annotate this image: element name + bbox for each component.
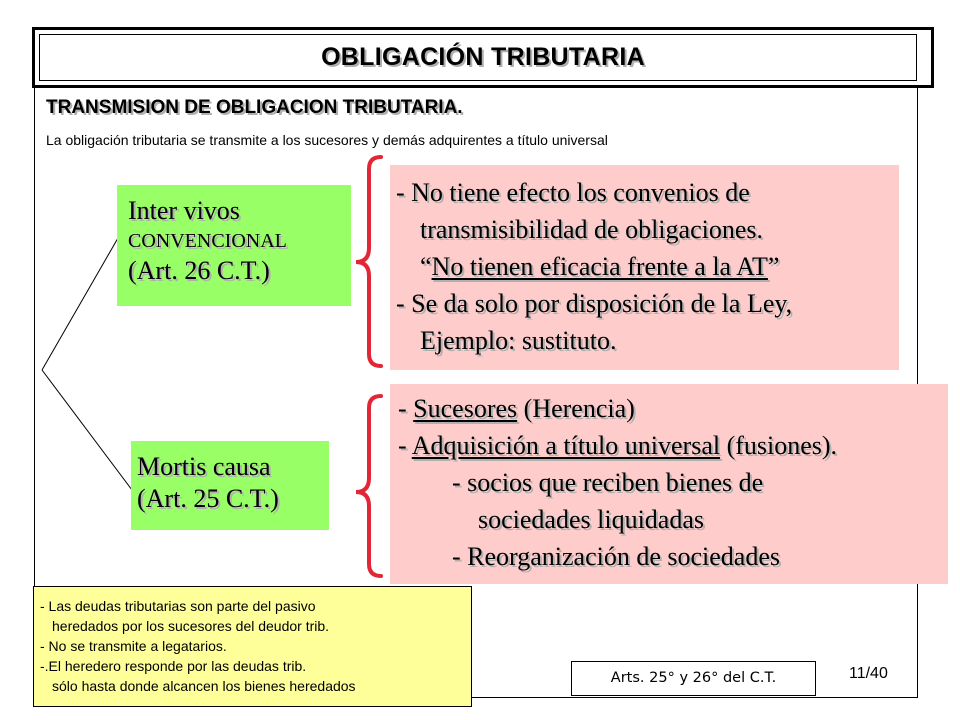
page-number: 11/40 <box>849 665 888 682</box>
note-line: heredados por los sucesores del deudor trib. <box>52 618 330 634</box>
close-quote: ” <box>767 252 780 281</box>
quoted-text: No tienen eficacia frente a la AT <box>431 252 768 281</box>
detail-line-adquisicion <box>398 427 948 464</box>
brace-upper <box>356 157 381 366</box>
note-line: - No se transmite a legatarios. <box>40 638 227 654</box>
branch-line-lower <box>42 370 132 490</box>
detail-line-sucesores <box>398 390 948 427</box>
note-line: - Las deudas tributarias son parte del pasivo <box>40 598 316 614</box>
inter-vivos-details-box <box>390 165 899 370</box>
inter-vivos-article: (Art. 26 C.T.) <box>128 256 270 285</box>
detail-line: - No tiene efecto los convenios de <box>396 178 750 207</box>
detail-line: - Se da solo por disposición de la Ley, <box>396 289 793 318</box>
suffix: (Herencia) <box>517 394 635 423</box>
mortis-causa-label: Mortis causa <box>137 452 271 481</box>
underlined-term: Adquisición a título universal <box>411 431 721 460</box>
detail-line: sociedades liquidadas <box>478 505 704 534</box>
section-subtitle: TRANSMISION DE OBLIGACION TRIBUTARIA. <box>46 97 463 118</box>
notes-box <box>33 586 472 707</box>
mortis-causa-details-box <box>390 384 948 584</box>
reference-box: Arts. 25° y 26° del C.T. <box>571 661 816 696</box>
suffix: (fusiones). <box>720 431 838 460</box>
prefix: - <box>398 394 414 423</box>
detail-line: Ejemplo: sustituto. <box>420 326 617 355</box>
brace-lower <box>356 396 381 576</box>
inter-vivos-box <box>117 185 351 306</box>
mortis-causa-article: (Art. 25 C.T.) <box>137 484 279 513</box>
detail-line: - Reorganización de sociedades <box>452 542 780 571</box>
underlined-term: Sucesores <box>413 394 518 423</box>
inter-vivos-type: CONVENCIONAL <box>128 230 287 252</box>
note-line: -.El heredero responde por las deudas trib. <box>40 658 307 674</box>
intro-text: La obligación tributaria se transmite a los sucesores y demás adquirentes a título universal <box>46 132 608 148</box>
branch-line-upper <box>42 238 118 370</box>
detail-line: - socios que reciben bienes de <box>452 468 764 497</box>
title-box <box>32 27 934 88</box>
inter-vivos-label: Inter vivos <box>128 196 240 225</box>
mortis-causa-box <box>131 441 329 530</box>
page-title: OBLIGACIÓN TRIBUTARIA <box>321 43 645 71</box>
detail-line: transmisibilidad de obligaciones. <box>420 215 763 244</box>
note-line: sólo hasta donde alcancen los bienes heredados <box>52 678 356 694</box>
prefix: - <box>398 431 412 460</box>
detail-line-quote <box>396 248 899 285</box>
open-quote: “ <box>420 252 432 281</box>
